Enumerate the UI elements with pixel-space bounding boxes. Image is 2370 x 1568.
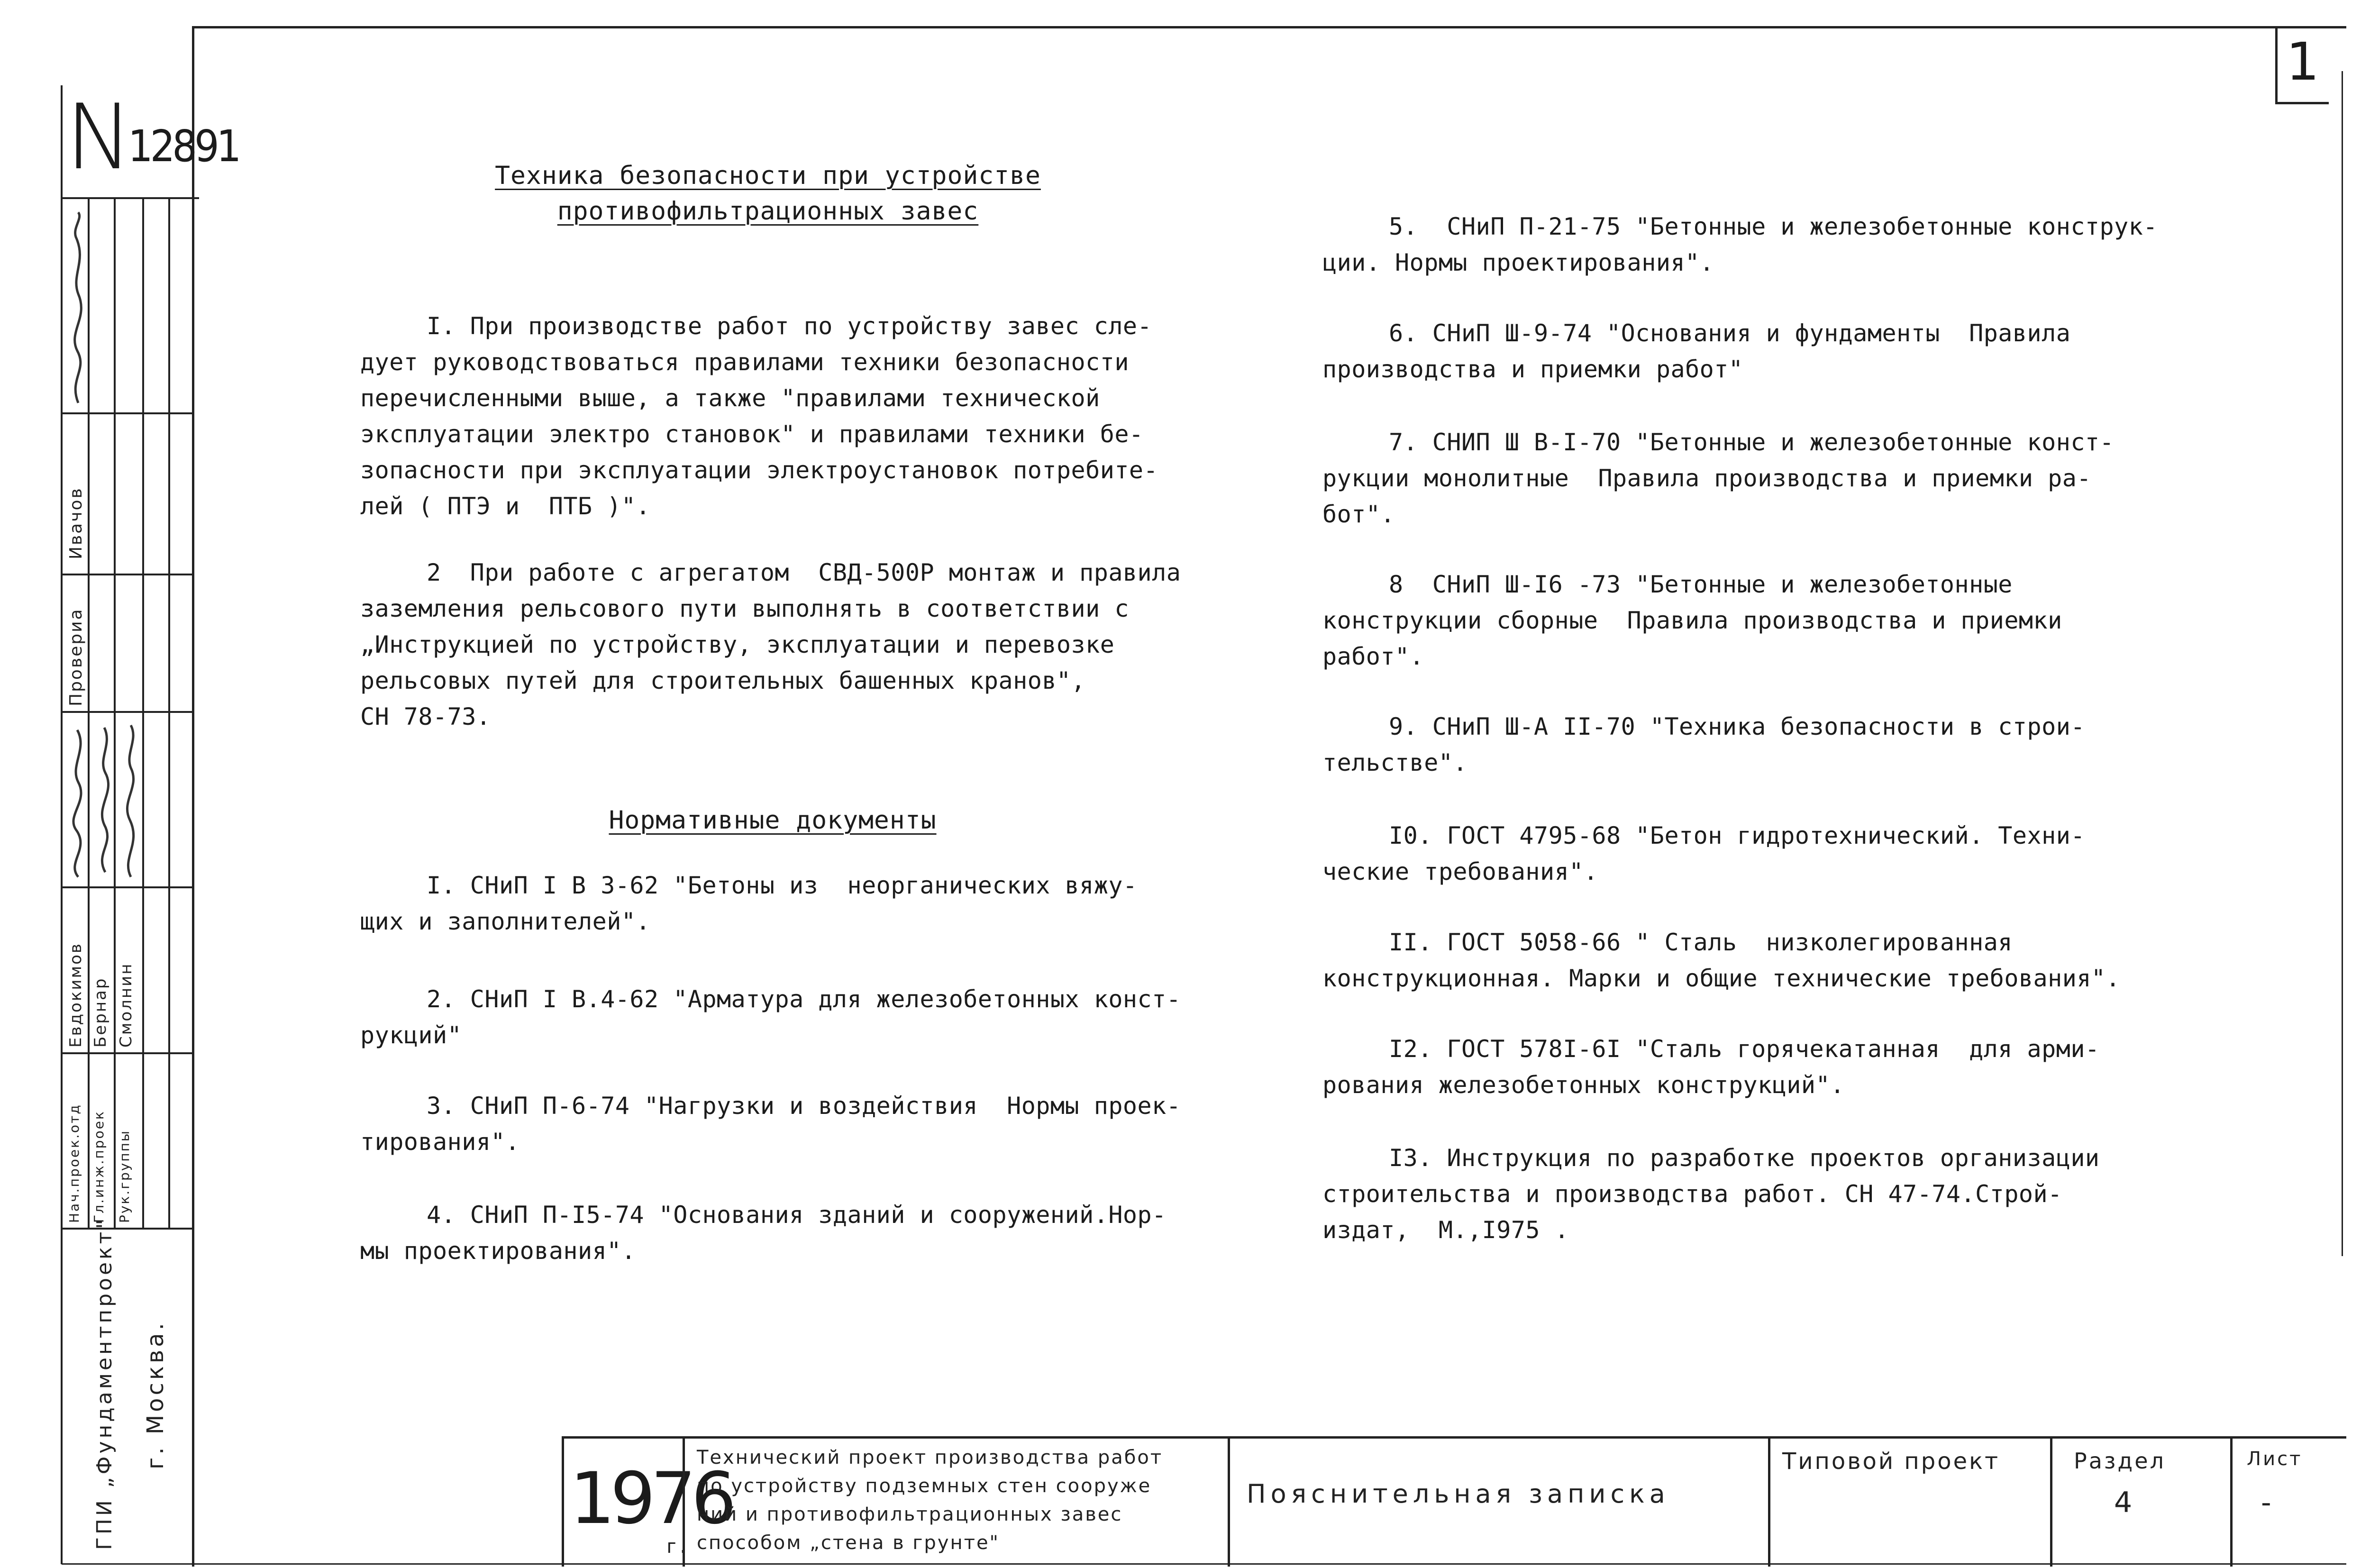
signature-ivachov — [64, 209, 92, 408]
tb-project-type-cell — [1768, 1439, 2050, 1567]
tb-year-cell — [562, 1439, 732, 1567]
tb-doc-name: Пояснительная записка — [1247, 1479, 1670, 1509]
tb-year: 1976 — [570, 1458, 732, 1540]
inventory-prefix: N — [65, 85, 133, 190]
left-outer-edge — [61, 85, 63, 1564]
stamp-col-line — [142, 199, 144, 1228]
section1-title-line1: Техника безопасности при устройстве — [495, 161, 1041, 190]
stamp-row-line — [62, 574, 192, 575]
tb-section-cell — [2050, 1439, 2230, 1567]
section1-title-line2: противофильтрационных завес — [557, 197, 979, 226]
tb-sheet-label: Лист — [2247, 1448, 2303, 1470]
stamp-name-ivachov: Ивачов — [66, 487, 86, 559]
stamp-name-bernar: Бернар — [91, 977, 110, 1048]
stamp-organization: ГПИ „Фундаментпроект" — [92, 1216, 117, 1550]
norm-item-8: 8 СНиП Ш-I6 -73 "Бетонные и железобетонные конструкции сборные Правила производства и приемки работ". — [1322, 571, 2062, 670]
norm-item-3: 3. СНиП П-6-74 "Нагрузки и воздействия Нормы проек- тирования". — [360, 1092, 1181, 1156]
norm-item-6: 6. СНиП Ш-9-74 "Основания и фундаменты Правила производства и приемки работ" — [1322, 319, 2071, 383]
norm-item-12: I2. ГОСТ 578I-6I "Сталь горячекатанная для арми- рования железобетонных конструкций". — [1322, 1035, 2100, 1099]
stamp-role-head: Нач.проек.отд — [66, 1103, 82, 1223]
inventory-box — [62, 85, 239, 199]
page-number-mark: 1 — [2275, 26, 2329, 104]
stamp-row-line — [62, 1052, 192, 1054]
tb-project-type: Типовой проект — [1782, 1448, 2000, 1475]
stamp-name-evdokimov: Евдокимов — [66, 942, 85, 1048]
section2-title: Нормативные документы — [609, 806, 937, 835]
right-frame-edge — [2342, 71, 2343, 1256]
norm-item-7: 7. СНИП Ш В-I-70 "Бетонные и железобетонные конст- рукции монолитные Правила производства и приемки ра- бот". — [1322, 428, 2115, 528]
tb-project-desc: Технический проект производства работ по устройству подземных стен сооруже ний и противофильтрационных завес способом „стена в грунте" — [697, 1447, 1163, 1554]
stamp-col-line — [168, 199, 170, 1228]
stamp-role-group-lead: Рук.группы — [117, 1129, 132, 1223]
stamp-role-chief-eng: Гл.инж.проек — [91, 1110, 107, 1223]
signature-bernar — [91, 720, 119, 882]
norm-item-13: I3. Инструкция по разработке проектов организации строительства и производства работ. СН 47-74.Строй- издат, М.,I975 . — [1322, 1144, 2100, 1244]
tb-doc-name-cell — [1228, 1439, 1768, 1567]
safety-paragraph-2: 2 При работе с агрегатом СВД-500Р монтаж и правила заземления рельсового пути выполнять в соответствии с „Инструкцией по устройству, эксплуатации и перевозке рельсовых путей для строительных башенных кранов", СН 78-73. — [360, 559, 1181, 730]
safety-paragraph-1: I. При производстве работ по устройству завес сле- дует руководствоваться правилами техники безопасности перечисленными выше, а также "правилами технической эксплуатации электро становок" и правилами техники бе- зопасности при эксплуатации электроустановок потребите- лей ( ПТЭ и ПТБ )". — [360, 312, 1158, 520]
stamp-name-smolnin: Смолнин — [117, 962, 136, 1048]
tb-section-label: Раздел — [2074, 1448, 2166, 1474]
title-block — [562, 1436, 2346, 1564]
stamp-row-line — [62, 412, 192, 414]
stamp-role-checker: Провериа — [66, 608, 86, 706]
stamp-city: г. Москва. — [142, 1320, 169, 1469]
norm-item-2: 2. СНиП I В.4-62 "Арматура для железобетонных конст- рукций" — [360, 985, 1181, 1049]
norm-item-10: I0. ГОСТ 4795-68 "Бетон гидротехнический. Техни- ческие требования". — [1322, 822, 2085, 885]
stamp-row-line — [62, 886, 192, 888]
tb-project-desc-cell — [683, 1439, 1228, 1567]
norm-item-9: 9. СНиП Ш-А II-70 "Техника безопасности в строи- тельстве". — [1322, 713, 2085, 776]
stamp-row-line — [62, 711, 192, 713]
inventory-number: 12891 — [128, 121, 239, 172]
stamp-col-line — [114, 199, 116, 1228]
tb-sheet-cell — [2230, 1439, 2346, 1567]
norm-item-11: II. ГОСТ 5058-66 " Сталь низколегированная конструкционная. Марки и общие технические требования". — [1322, 929, 2121, 992]
signature-smolnin — [117, 720, 145, 882]
norm-item-4: 4. СНиП П-I5-74 "Основания зданий и сооружений.Нор- мы проектирования". — [360, 1201, 1167, 1265]
stamp-row-line — [62, 1228, 192, 1230]
bottom-frame-edge — [62, 1563, 2346, 1565]
tb-section-value: 4 — [2114, 1486, 2134, 1519]
norm-item-5: 5. СНиП П-21-75 "Бетонные и железобетонные конструк- ции. Нормы проектирования". — [1322, 213, 2158, 276]
norm-item-1: I. СНиП I В 3-62 "Бетоны из неорганических вяжу- щих и заполнителей". — [360, 872, 1138, 935]
tb-sheet-value: - — [2261, 1486, 2273, 1519]
tb-year-suffix: г. — [666, 1536, 689, 1558]
signature-checker — [64, 720, 92, 882]
